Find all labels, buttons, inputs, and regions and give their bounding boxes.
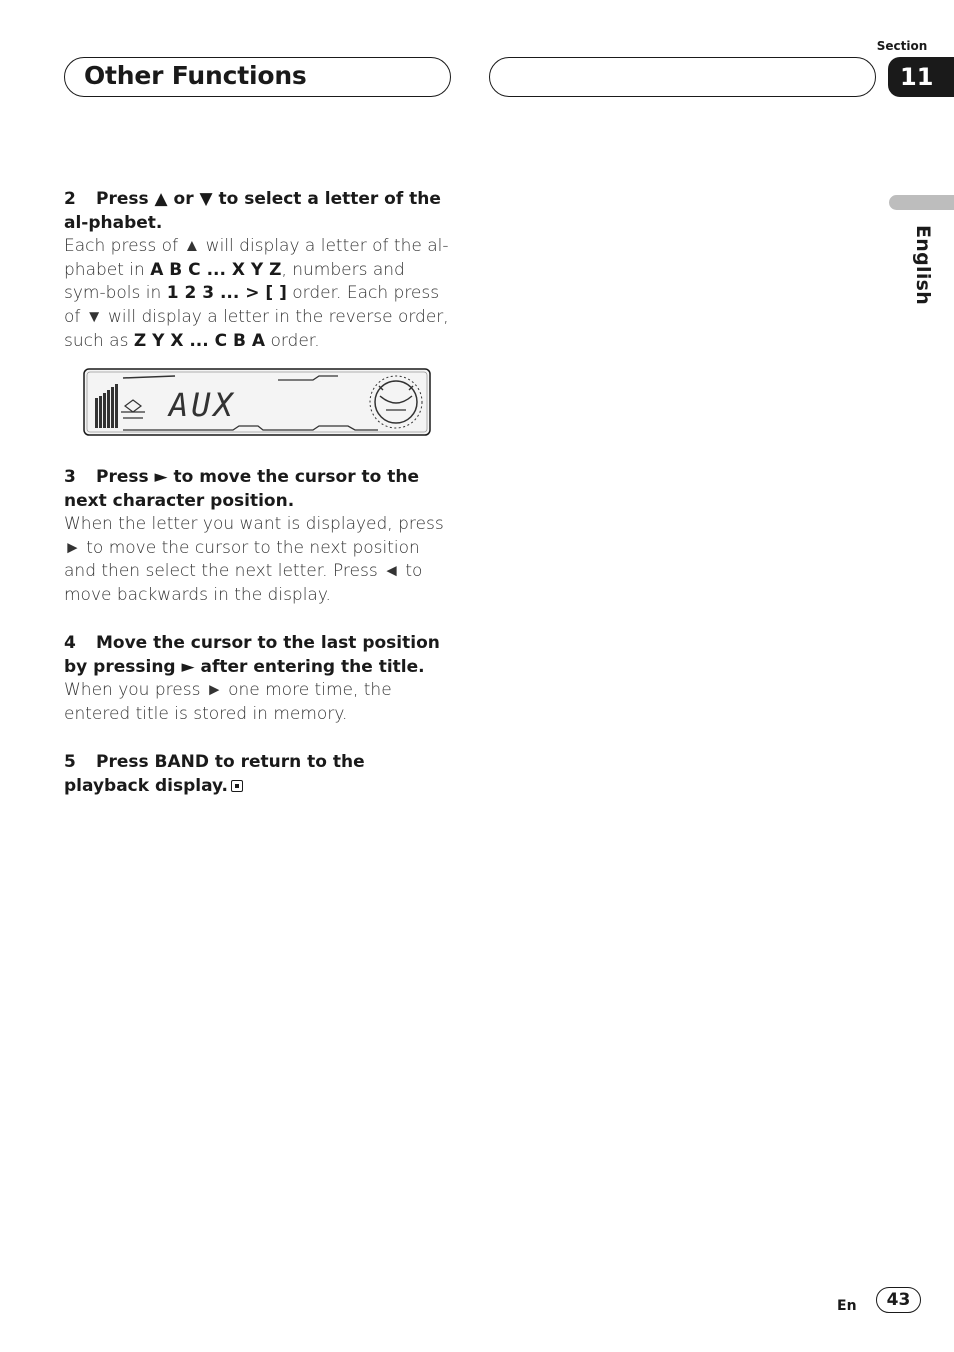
section-label: Section [876, 39, 928, 53]
lcd-display-illustration [83, 368, 431, 436]
step-body-emphasis: A B C ... X Y Z [150, 259, 282, 280]
step-number: 4 [64, 633, 76, 653]
section-number-badge: 11 [888, 57, 954, 97]
step-number: 5 [64, 752, 76, 772]
step-body-text: , numbers and sym-bols in [64, 259, 405, 304]
step-number: 2 [64, 189, 76, 209]
display-text: AUX [169, 386, 236, 424]
step-body-text: Each press of ▲ will display a letter of the al-phabet in [64, 236, 449, 280]
step-number: 3 [64, 467, 76, 487]
step-heading-text: Press BAND to return to the playback display. [64, 752, 365, 796]
step-body-emphasis: Z Y X ... C B A [133, 330, 266, 351]
step-body: When the letter you want is displayed, press ► to move the cursor to the next position and then select the next letter. Press ◄ to move backwards in the display. [64, 514, 444, 606]
end-mark-icon [231, 780, 243, 792]
step-heading-text: Move the cursor to the last position by pressing ► after entering the title. [64, 633, 440, 677]
step-heading-text: Press ► to move the cursor to the next character position. [64, 467, 419, 511]
step-2 [64, 187, 454, 354]
step-heading [64, 465, 449, 513]
step-body-text: order. Each press of ▼ will display a letter in the reverse order, such as [64, 283, 449, 351]
step-heading-text: Press ▲ or ▼ to select a letter of the al-phabet. [64, 189, 441, 233]
page-title: Other Functions [84, 61, 307, 90]
step-5 [64, 750, 454, 798]
step-3 [64, 465, 454, 608]
language-tab [889, 195, 954, 210]
footer-lang-code: En [837, 1298, 857, 1314]
step-body-emphasis: 1 2 3 ... > [ ] [166, 283, 287, 304]
step-4 [64, 631, 454, 726]
header-frame-right [489, 57, 876, 97]
step-body-text: order. [265, 330, 320, 351]
page-number: 43 [876, 1287, 921, 1313]
step-body [64, 235, 449, 354]
step-heading [64, 750, 444, 798]
step-heading [64, 631, 449, 679]
step-heading [64, 187, 444, 235]
language-label: English [912, 225, 934, 306]
step-body: When you press ► one more time, the entered title is stored in memory. [64, 680, 392, 724]
